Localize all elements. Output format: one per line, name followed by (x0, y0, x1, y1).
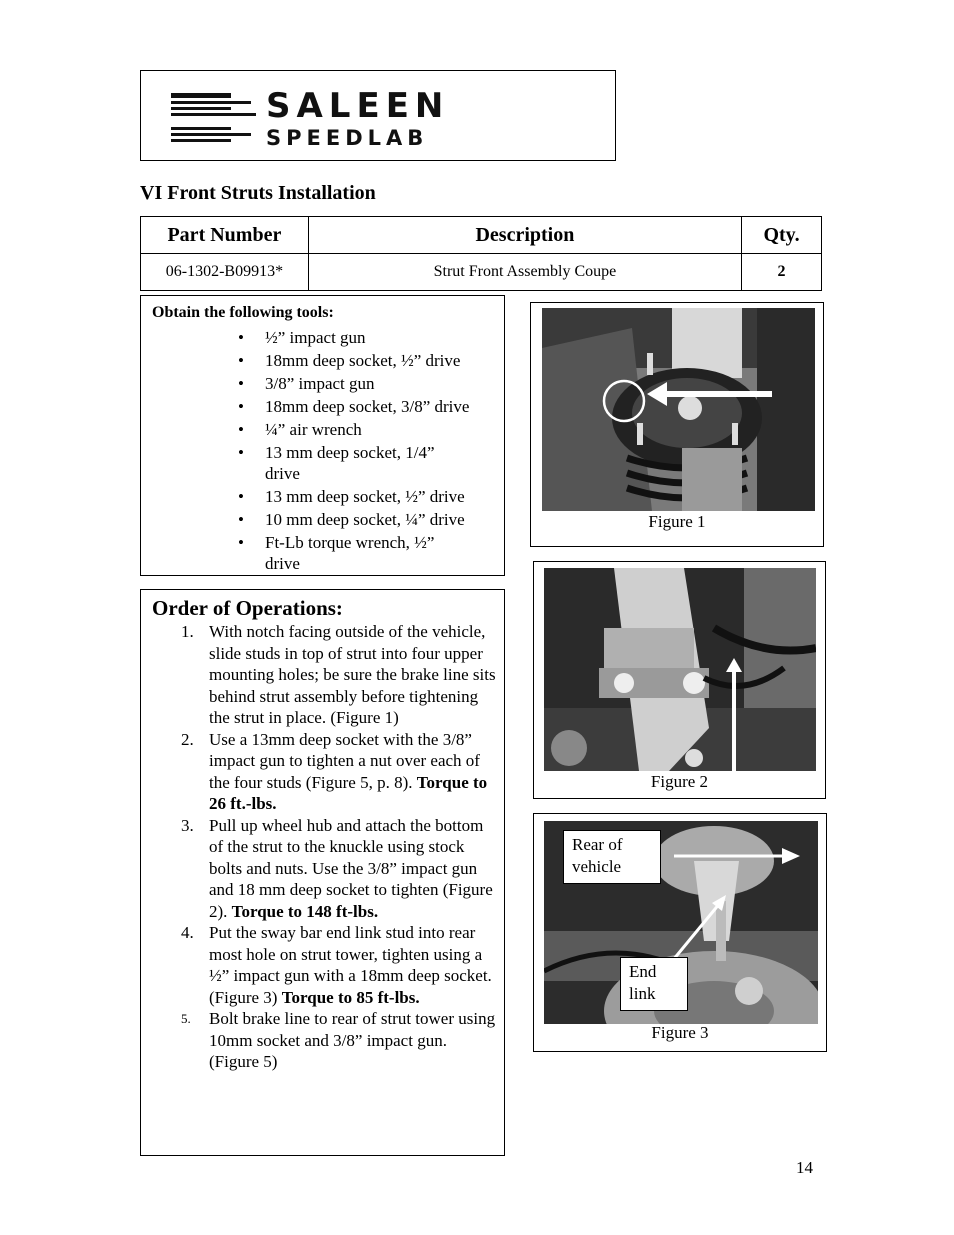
list-item (181, 922, 499, 1008)
list-item: • 18mm deep socket, ½” drive (236, 350, 498, 371)
table-header-row (141, 217, 822, 254)
list-item: • Ft-Lb torque wrench, ½” drive (236, 532, 455, 574)
step-text: With notch facing outside of the vehicle, slide studs in top of strut into four upper mounting holes; be sure the brake line sits behind strut assembly before tightening the strut in place. (Figure 1) (209, 622, 496, 727)
table-row (141, 254, 822, 291)
list-item: • 3/8” impact gun (236, 373, 498, 394)
figure-1-photo (542, 308, 815, 511)
operations-list (181, 621, 499, 1073)
list-item: • 13 mm deep socket, 1/4” drive (236, 442, 455, 484)
figure-2 (533, 561, 826, 799)
header-part-number: Part Number (141, 217, 309, 254)
list-item (181, 729, 499, 815)
figure-2-caption: Figure 2 (650, 772, 709, 791)
label-end-link: End link (620, 957, 688, 1011)
logo-text-speedlab: SPEEDLAB (266, 126, 429, 150)
tools-box (140, 295, 505, 576)
tools-heading: Obtain the following tools: (152, 304, 334, 321)
list-item: • ½” impact gun (236, 327, 498, 348)
list-item (181, 815, 499, 923)
figure-2-photo (544, 568, 816, 771)
cell-description: Strut Front Assembly Coupe (308, 254, 741, 291)
step-number: 5. (181, 1011, 191, 1026)
list-item (181, 621, 499, 729)
step-number: 1. (181, 622, 194, 641)
header-qty: Qty. (742, 217, 822, 254)
figure-3-caption: Figure 3 (651, 1023, 709, 1042)
saleen-speedlab-logo (141, 71, 617, 162)
section-title: VI Front Struts Installation (140, 182, 376, 204)
figure-3 (533, 813, 827, 1052)
list-item: • 10 mm deep socket, ¼” drive (236, 509, 498, 530)
list-item: • ¼” air wrench (236, 419, 498, 440)
label-rear-of-vehicle: Rear of vehicle (563, 830, 661, 884)
step-number: 3. (181, 815, 194, 835)
step-number: 2. (181, 729, 194, 749)
operations-heading: Order of Operations: (152, 596, 343, 620)
step-text: Bolt brake line to rear of strut tower using 10mm socket and 3/8” impact gun. (Figure 5) (209, 1009, 496, 1071)
step-torque: Torque to 148 ft-lbs. (231, 901, 379, 921)
logo-text-saleen: SALEEN (266, 86, 450, 126)
logo-box (140, 70, 616, 161)
list-item: • 18mm deep socket, 3/8” drive (236, 396, 498, 417)
step-text: Use a 13mm deep socket with the 3/8” impact gun to tighten a nut over each of the four studs (Figure 5, p. 8). (209, 729, 480, 792)
list-item: • 13 mm deep socket, ½” drive (236, 486, 498, 507)
step-torque: Torque to 26 ft.-lbs. (209, 772, 488, 813)
header-description: Description (308, 217, 741, 254)
page-number: 14 (796, 1158, 813, 1177)
figure-1 (530, 302, 824, 547)
cell-part-number: 06-1302-B09913* (141, 254, 309, 291)
list-item (181, 1008, 499, 1073)
step-number: 4. (181, 923, 194, 942)
figure-1-caption: Figure 1 (648, 512, 706, 531)
step-text: Pull up wheel hub and attach the bottom of the strut to the knuckle using stock bolts and nuts. Use the 3/8” impact gun and 18 mm deep socket to tighten (Figure 2). (209, 815, 493, 921)
step-text: Put the sway bar end link stud into rear most hole on strut tower, tighten using a ½” impact gun with a 18mm deep socket. (Figure 3) (209, 923, 492, 1007)
step-torque: Torque to 85 ft-lbs. (281, 987, 420, 1007)
tools-list (236, 327, 498, 576)
operations-box (140, 589, 505, 1156)
cell-qty: 2 (742, 254, 822, 291)
parts-table (140, 216, 822, 291)
